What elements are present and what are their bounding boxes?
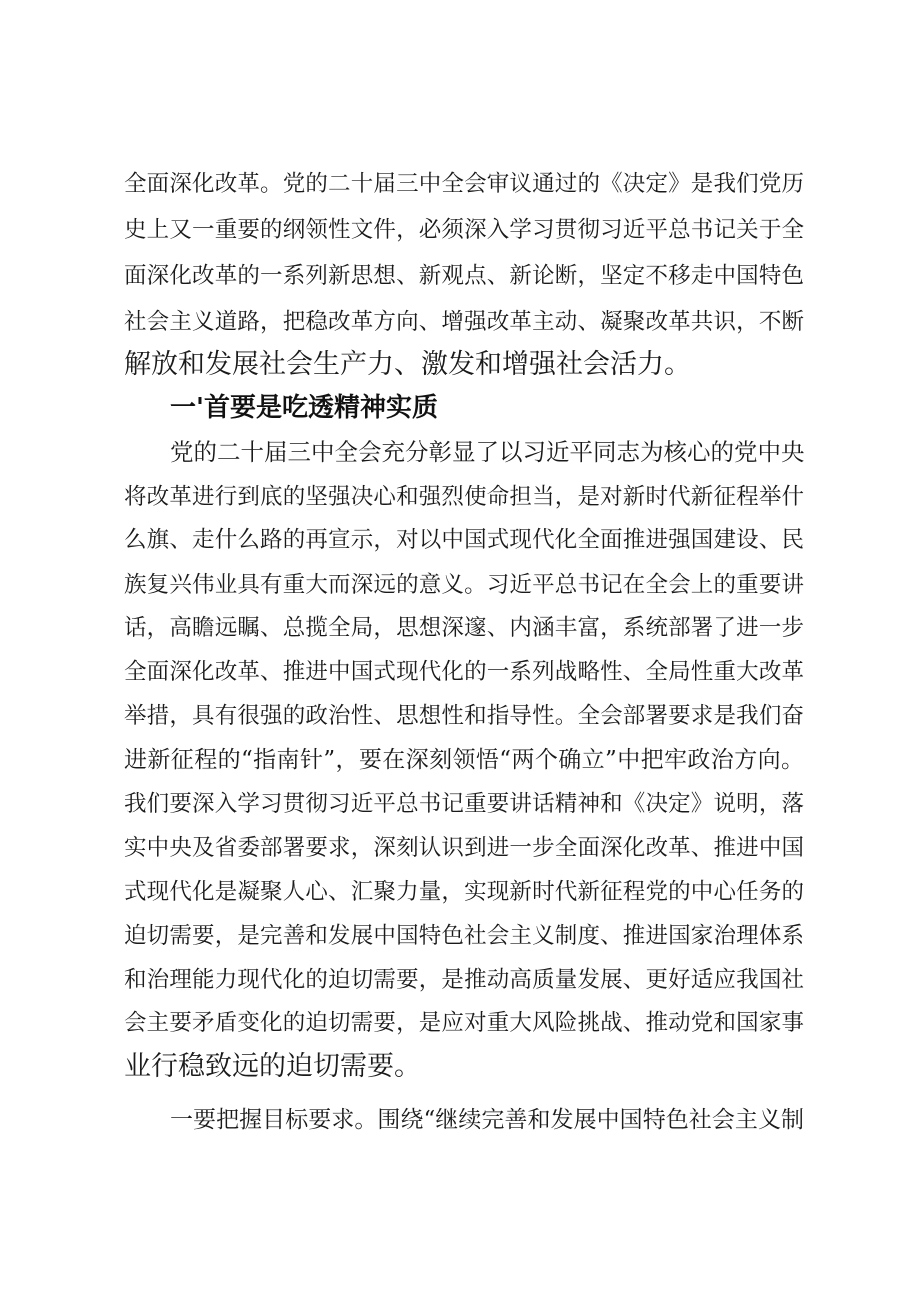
paragraph-2-line: 实中央及省委部署要求，深刻认识到进一步全面深化改革、推进中国 <box>124 835 804 861</box>
paragraph-1-line: 解放和发展社会生产力、激发和增强社会活力。 <box>124 349 691 380</box>
paragraph-1-line: 全面深化改革。党的二十届三中全会审议通过的《决定》是我们党历 <box>124 171 804 197</box>
paragraph-3-line: 一要把握目标要求。围绕“继续完善和发展中国特色社会主义制 <box>170 1107 804 1133</box>
paragraph-1-line: 面深化改革的一系列新思想、新观点、新论断，坚定不移走中国特色 <box>124 263 804 289</box>
paragraph-2-line: 全面深化改革、推进中国式现代化的一系列战略性、全局性重大改革 <box>124 659 804 685</box>
paragraph-2-line: 将改革进行到底的坚强决心和强烈使命担当，是对新时代新征程举什 <box>124 484 804 510</box>
section-heading: 一'首要是吃透精神实质 <box>170 393 438 423</box>
paragraph-1-line: 社会主义道路，把稳改革方向、增强改革主动、凝聚改革共识，不断 <box>124 309 804 335</box>
paragraph-2-line: 迫切需要，是完善和发展中国特色社会主义制度、推进国家治理体系 <box>124 923 804 949</box>
paragraph-2-line: 族复兴伟业具有重大而深远的意义。习近平总书记在全会上的重要讲 <box>124 572 804 598</box>
paragraph-2-line: 和治理能力现代化的迫切需要，是推动高质量发展、更好适应我国社 <box>124 967 804 993</box>
paragraph-2-line: 话，高瞻远瞩、总揽全局，思想深邃、内涵丰富，系统部署了进一步 <box>124 615 804 641</box>
paragraph-2-line: 我们要深入学习贯彻习近平总书记重要讲话精神和《决定》说明，落 <box>124 791 804 817</box>
paragraph-2-line: 么旗、走什么路的再宣示，对以中国式现代化全面推进强国建设、民 <box>124 527 804 553</box>
paragraph-2-line: 会主要矛盾变化的迫切需要，是应对重大风险挑战、推动党和国家事 <box>124 1010 804 1036</box>
paragraph-2-line: 业行稳致远的迫切需要。 <box>124 1051 421 1082</box>
paragraph-2-line: 举措，具有很强的政治性、思想性和指导性。全会部署要求是我们奋 <box>124 703 804 729</box>
paragraph-2-line: 进新征程的“指南针”，要在深刻领悟“两个确立”中把牢政治方向。 <box>124 747 804 773</box>
paragraph-2-line: 党的二十届三中全会充分彰显了以习近平同志为核心的党中央 <box>170 438 805 466</box>
paragraph-2-line: 式现代化是凝聚人心、汇聚力量，实现新时代新征程党的中心任务的 <box>124 879 804 905</box>
paragraph-1-line: 史上又一重要的纲领性文件，必须深入学习贯彻习近平总书记关于全 <box>124 217 804 243</box>
